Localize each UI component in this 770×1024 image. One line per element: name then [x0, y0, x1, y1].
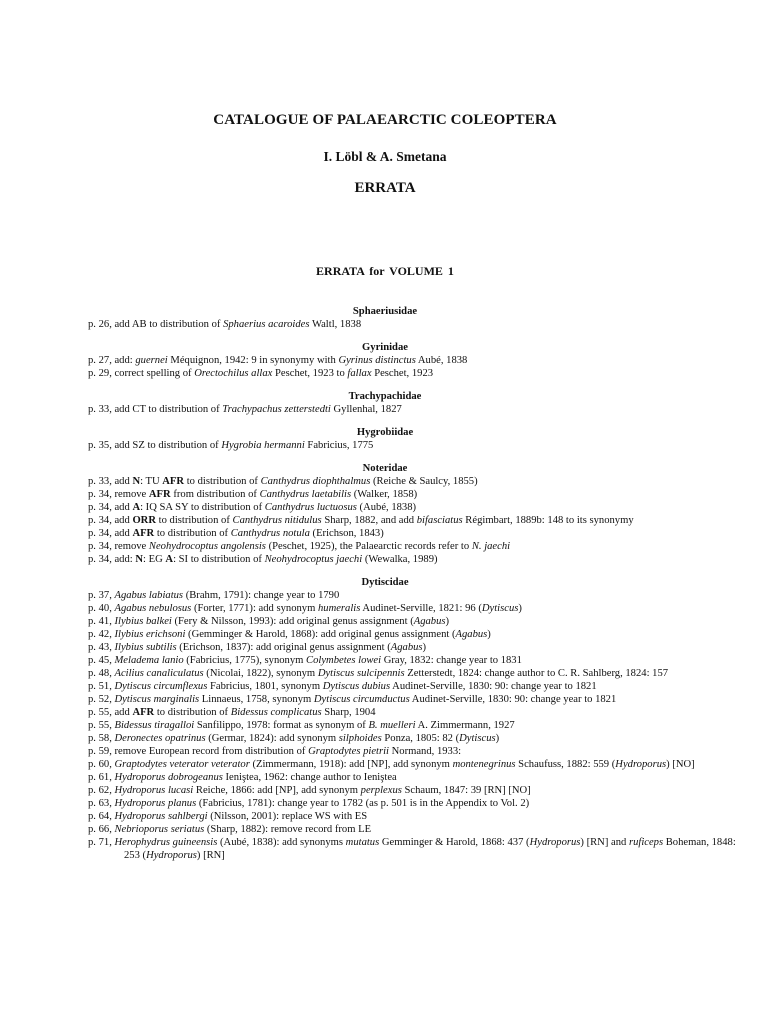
region-code: N: [135, 554, 144, 565]
authors-line: I. Löbl & A. Smetana: [323, 149, 447, 164]
taxon-name: Graptodytes veterator veterator: [114, 759, 250, 770]
entry-text: Sanfilippo, 1978: format as synonym of: [194, 720, 369, 731]
errata-entry: [88, 527, 748, 540]
entry-text: Fabricius, 1801, synonym: [207, 681, 323, 692]
entry-text: p. 58,: [88, 733, 115, 744]
taxon-name: B. muelleri: [368, 720, 416, 731]
errata-entry: [88, 475, 748, 488]
taxon-name: Dytiscus dubius: [322, 681, 391, 692]
errata-entry: [88, 836, 748, 862]
errata-entry: [88, 667, 748, 680]
taxon-name: Canthydrus luctuosus: [264, 502, 357, 513]
errata-entry: [88, 403, 748, 416]
entry-text: p. 51,: [88, 681, 115, 692]
taxon-name: Colymbetes lowei: [306, 655, 382, 666]
taxon-name: Dytiscus: [481, 603, 519, 614]
entry-text: p. 55,: [88, 720, 115, 731]
taxon-name: Ilybius subtilis: [114, 642, 177, 653]
entry-text: ) [RN] and: [580, 837, 629, 848]
entry-text: Reiche, 1866: add [NP], add synonym: [193, 785, 361, 796]
entry-text: Régimbart, 1889b: 148 to its synonymy: [462, 515, 634, 526]
entry-text: Audinet-Serville, 1821: 96 (: [360, 603, 482, 614]
region-code: AFR: [132, 528, 155, 539]
entry-text: p. 55, add: [88, 707, 133, 718]
entry-text: ): [445, 616, 450, 627]
family-heading: Noteridae: [362, 463, 408, 474]
taxon-name: Hydroporus: [529, 837, 581, 848]
entry-text: Audinet-Serville, 1830: 90: change year to 1821: [390, 681, 597, 692]
errata-entry: [88, 810, 748, 823]
errata-list: [88, 305, 748, 862]
region-code: AFR: [162, 476, 185, 487]
taxon-name: Bidessus tiragalloi: [114, 720, 195, 731]
taxon-name: Agabus: [390, 642, 423, 653]
errata-entry: [88, 589, 748, 602]
entry-text: Aubé, 1838: [415, 355, 468, 366]
entry-text: Schaufuss, 1882: 559 (: [515, 759, 616, 770]
entry-text: : TU: [140, 476, 163, 487]
entry-text: (Walker, 1858): [351, 489, 418, 500]
entry-text: p. 33, add CT to distribution of: [88, 404, 223, 415]
errata-entry: [88, 318, 748, 331]
entry-text: to distribution of: [155, 515, 233, 526]
errata-entry: [88, 641, 748, 654]
errata-entry: [88, 732, 748, 745]
family-heading: Gyrinidae: [362, 342, 408, 353]
errata-entry: [88, 501, 748, 514]
taxon-name: Hygrobia hermanni: [221, 440, 305, 451]
entry-text: to distribution of: [154, 707, 231, 718]
taxon-name: Hydroporus lucasi: [114, 785, 194, 796]
entry-text: p. 61,: [88, 772, 115, 783]
taxon-name: Canthydrus nitidulus: [232, 515, 322, 526]
entry-text: ) [NO]: [666, 759, 695, 770]
entry-text: (Fery & Nilsson, 1993): add original genus assignment (: [171, 616, 414, 627]
entry-text: Sharp, 1904: [321, 707, 376, 718]
entry-text: ): [495, 733, 500, 744]
errata-entry: [88, 719, 748, 732]
taxon-name: Hydroporus dobrogeanus: [114, 772, 223, 783]
taxon-name: Graptodytes pietrii: [308, 746, 389, 757]
errata-entry: [88, 439, 748, 452]
entry-text: ): [518, 603, 522, 614]
entry-text: Schaum, 1847: 39 [RN] [NO]: [401, 785, 531, 796]
taxon-name: Dytiscus marginalis: [114, 694, 200, 705]
taxon-name: Agabus: [455, 629, 488, 640]
entry-text: ): [487, 629, 491, 640]
entry-text: A. Zimmermann, 1927: [415, 720, 515, 731]
entry-text: p. 40,: [88, 603, 115, 614]
errata-entry: [88, 602, 748, 615]
errata-entry: [88, 784, 748, 797]
entry-text: p. 45,: [88, 655, 115, 666]
entry-text: Sharp, 1882, and add: [321, 515, 417, 526]
entry-text: Linnaeus, 1758, synonym: [199, 694, 314, 705]
entry-text: (Germar, 1824): add synonym: [205, 733, 339, 744]
taxon-name: N. jaechi: [471, 541, 511, 552]
taxon-name: Neohydrocoptus jaechi: [264, 554, 363, 565]
entry-text: : IQ SA SY to distribution of: [140, 502, 265, 513]
entry-text: Peschet, 1923 to: [272, 368, 348, 379]
entry-text: (Erichson, 1837): add original genus assignment (: [176, 642, 391, 653]
entry-text: Ponza, 1805: 82 (: [381, 733, 460, 744]
entry-text: (Aubé, 1838): [356, 502, 417, 513]
entry-text: p. 33, add: [88, 476, 133, 487]
errata-heading: ERRATA: [354, 180, 416, 196]
entry-text: p. 52,: [88, 694, 115, 705]
entry-text: p. 34, add: [88, 528, 133, 539]
entry-text: p. 26, add AB to distribution of: [88, 319, 224, 330]
taxon-name: Canthydrus laetabilis: [259, 489, 352, 500]
region-code: ORR: [132, 515, 156, 526]
entry-text: (Peschet, 1925), the Palaearctic records refer to: [265, 541, 472, 552]
errata-entry: [88, 680, 748, 693]
entry-text: p. 34, add:: [88, 554, 136, 565]
region-code: N: [132, 476, 141, 487]
entry-text: p. 34, add: [88, 515, 133, 526]
taxon-name: Meladema lanio: [114, 655, 184, 666]
taxon-name: bifasciatus: [416, 515, 463, 526]
taxon-name: Trachypachus zetterstedti: [222, 404, 331, 415]
entry-text: p. 37,: [88, 590, 115, 601]
entry-text: (Gemminger & Harold, 1868): add original genus assignment (: [185, 629, 456, 640]
entry-text: p. 71,: [88, 837, 115, 848]
entry-text: Fabricius, 1775: [304, 440, 374, 451]
entry-text: p. 64,: [88, 811, 115, 822]
family-heading: Hygrobiidae: [356, 427, 414, 438]
taxon-name: Gyrinus distinctus: [338, 355, 416, 366]
entry-text: p. 43,: [88, 642, 115, 653]
family-section-noteridae: [88, 462, 748, 566]
entry-text: (Aubé, 1838): add synonyms: [217, 837, 346, 848]
taxon-name: Sphaerius acaroides: [223, 319, 310, 330]
errata-entry: [88, 745, 748, 758]
taxon-name: Hydroporus sahlbergi: [114, 811, 208, 822]
entry-text: from distribution of: [170, 489, 260, 500]
taxon-name: Agabus: [413, 616, 446, 627]
errata-entry: [88, 514, 748, 527]
taxon-name: Agabus labiatus: [114, 590, 184, 601]
entry-text: : SI to distribution of: [173, 554, 265, 565]
family-section-trachypachidae: [88, 390, 748, 416]
catalogue-title: CATALOGUE OF PALAEARCTIC COLEOPTERA: [213, 112, 557, 128]
errata-entry: [88, 706, 748, 719]
entry-text: p. 42,: [88, 629, 115, 640]
entry-text: (Zimmermann, 1918): add [NP], add synonym: [249, 759, 453, 770]
taxon-name: Hydroporus: [615, 759, 667, 770]
entry-text: p. 35, add SZ to distribution of: [88, 440, 222, 451]
errata-entry: [88, 628, 748, 641]
taxon-name: Acilius canaliculatus: [114, 668, 204, 679]
entry-text: Gyllenhal, 1827: [330, 404, 402, 415]
entry-text: Gray, 1832: change year to 1831: [381, 655, 522, 666]
taxon-name: Orectochilus allax: [194, 368, 273, 379]
taxon-name: Neohydrocoptus angolensis: [148, 541, 266, 552]
errata-entry: [88, 797, 748, 810]
taxon-name: Dytiscus circumductus: [313, 694, 410, 705]
taxon-name: Bidessus complicatus: [230, 707, 322, 718]
taxon-name: humeralis: [317, 603, 361, 614]
entry-text: p. 41,: [88, 616, 115, 627]
entry-text: (Brahm, 1791): change year to 1790: [183, 590, 340, 601]
region-code: A: [132, 502, 141, 513]
taxon-name: Agabus nebulosus: [114, 603, 192, 614]
entry-text: p. 34, remove: [88, 489, 149, 500]
taxon-name: Ilybius balkei: [114, 616, 172, 627]
family-heading: Trachypachidae: [348, 391, 422, 402]
taxon-name: ruficeps: [628, 837, 664, 848]
taxon-name: montenegrinus: [452, 759, 516, 770]
errata-entry: [88, 615, 748, 628]
family-section-sphaeriusidae: [88, 305, 748, 331]
entry-text: Méquignon, 1942: 9 in synonymy with: [167, 355, 339, 366]
entry-text: p. 62,: [88, 785, 115, 796]
errata-entry: [88, 488, 748, 501]
entry-text: Ieniştea, 1962: change author to Ieniştea: [222, 772, 397, 783]
entry-text: p. 27, add:: [88, 355, 136, 366]
entry-text: p. 34, remove: [88, 541, 149, 552]
entry-text: Waltl, 1838: [309, 319, 362, 330]
taxon-name: Herophydrus guineensis: [114, 837, 218, 848]
entry-text: p. 48,: [88, 668, 115, 679]
taxon-name: Ilybius erichsoni: [114, 629, 186, 640]
taxon-name: Hydroporus planus: [114, 798, 197, 809]
entry-text: : EG: [143, 554, 166, 565]
family-heading: Dytiscidae: [361, 577, 409, 588]
taxon-name: silphoides: [338, 733, 382, 744]
errata-entry: [88, 823, 748, 836]
entry-text: (Nicolai, 1822), synonym: [203, 668, 318, 679]
entry-text: Zetterstedt, 1824: change author to C. R. Sahlberg, 1824: 157: [404, 668, 669, 679]
family-section-hygrobiidae: [88, 426, 748, 452]
taxon-name: Canthydrus diophthalmus: [260, 476, 371, 487]
entry-text: p. 34, add: [88, 502, 133, 513]
entry-text: to distribution of: [184, 476, 261, 487]
entry-text: p. 66,: [88, 824, 115, 835]
errata-entry: [88, 693, 748, 706]
family-section-dytiscidae: [88, 576, 748, 862]
taxon-name: Hydroporus: [146, 850, 197, 861]
entry-text: (Reiche & Saulcy, 1855): [370, 476, 478, 487]
entry-text: p. 59, remove European record from distribution of: [88, 746, 309, 757]
taxon-name: Canthydrus notula: [230, 528, 310, 539]
entry-text: (Erichson, 1843): [309, 528, 384, 539]
entry-text: Normand, 1933:: [388, 746, 462, 757]
entry-text: (Nilsson, 2001): replace WS with ES: [207, 811, 368, 822]
entry-text: p. 29, correct spelling of: [88, 368, 195, 379]
entry-text: p. 60,: [88, 759, 115, 770]
taxon-name: Deronectes opatrinus: [114, 733, 206, 744]
entry-text: p. 63,: [88, 798, 115, 809]
volume-heading: ERRATA for VOLUME 1: [316, 264, 454, 278]
region-code: AFR: [132, 707, 155, 718]
family-heading: Sphaeriusidae: [352, 306, 418, 317]
entry-text: Audinet-Serville, 1830: 90: change year to 1821: [409, 694, 617, 705]
entry-text: (Fabricius, 1781): change year to 1782 (as p. 501 is in the Appendix to Vol. 2): [196, 798, 530, 809]
entry-text: (Forter, 1771): add synonym: [191, 603, 318, 614]
entry-text: to distribution of: [154, 528, 231, 539]
errata-entry: [88, 367, 748, 380]
taxon-name: Dytiscus sulcipennis: [317, 668, 405, 679]
errata-entry: [88, 553, 748, 566]
entry-text: (Wewalka, 1989): [362, 554, 438, 565]
errata-entry: [88, 540, 748, 553]
entry-text: Gemminger & Harold, 1868: 437 (: [379, 837, 530, 848]
entry-text: (Fabricius, 1775), synonym: [183, 655, 307, 666]
errata-entry: [88, 758, 748, 771]
entry-text: ): [422, 642, 427, 653]
taxon-name: fallax: [347, 368, 372, 379]
taxon-name: perplexus: [360, 785, 402, 796]
taxon-name: guernei: [135, 355, 168, 366]
entry-text: (Sharp, 1882): remove record from LE: [204, 824, 372, 835]
entry-text: Peschet, 1923: [371, 368, 434, 379]
entry-text: Boheman, 1848: 253 (: [124, 837, 736, 861]
taxon-name: Nebrioporus seriatus: [114, 824, 205, 835]
errata-entry: [88, 354, 748, 367]
taxon-name: mutatus: [345, 837, 380, 848]
entry-text: ) [RN]: [196, 850, 225, 861]
region-code: AFR: [148, 489, 171, 500]
errata-entry: [88, 654, 748, 667]
taxon-name: Dytiscus: [459, 733, 496, 744]
family-section-gyrinidae: [88, 341, 748, 380]
taxon-name: Dytiscus circumflexus: [114, 681, 208, 692]
region-code: A: [165, 554, 174, 565]
errata-entry: [88, 771, 748, 784]
